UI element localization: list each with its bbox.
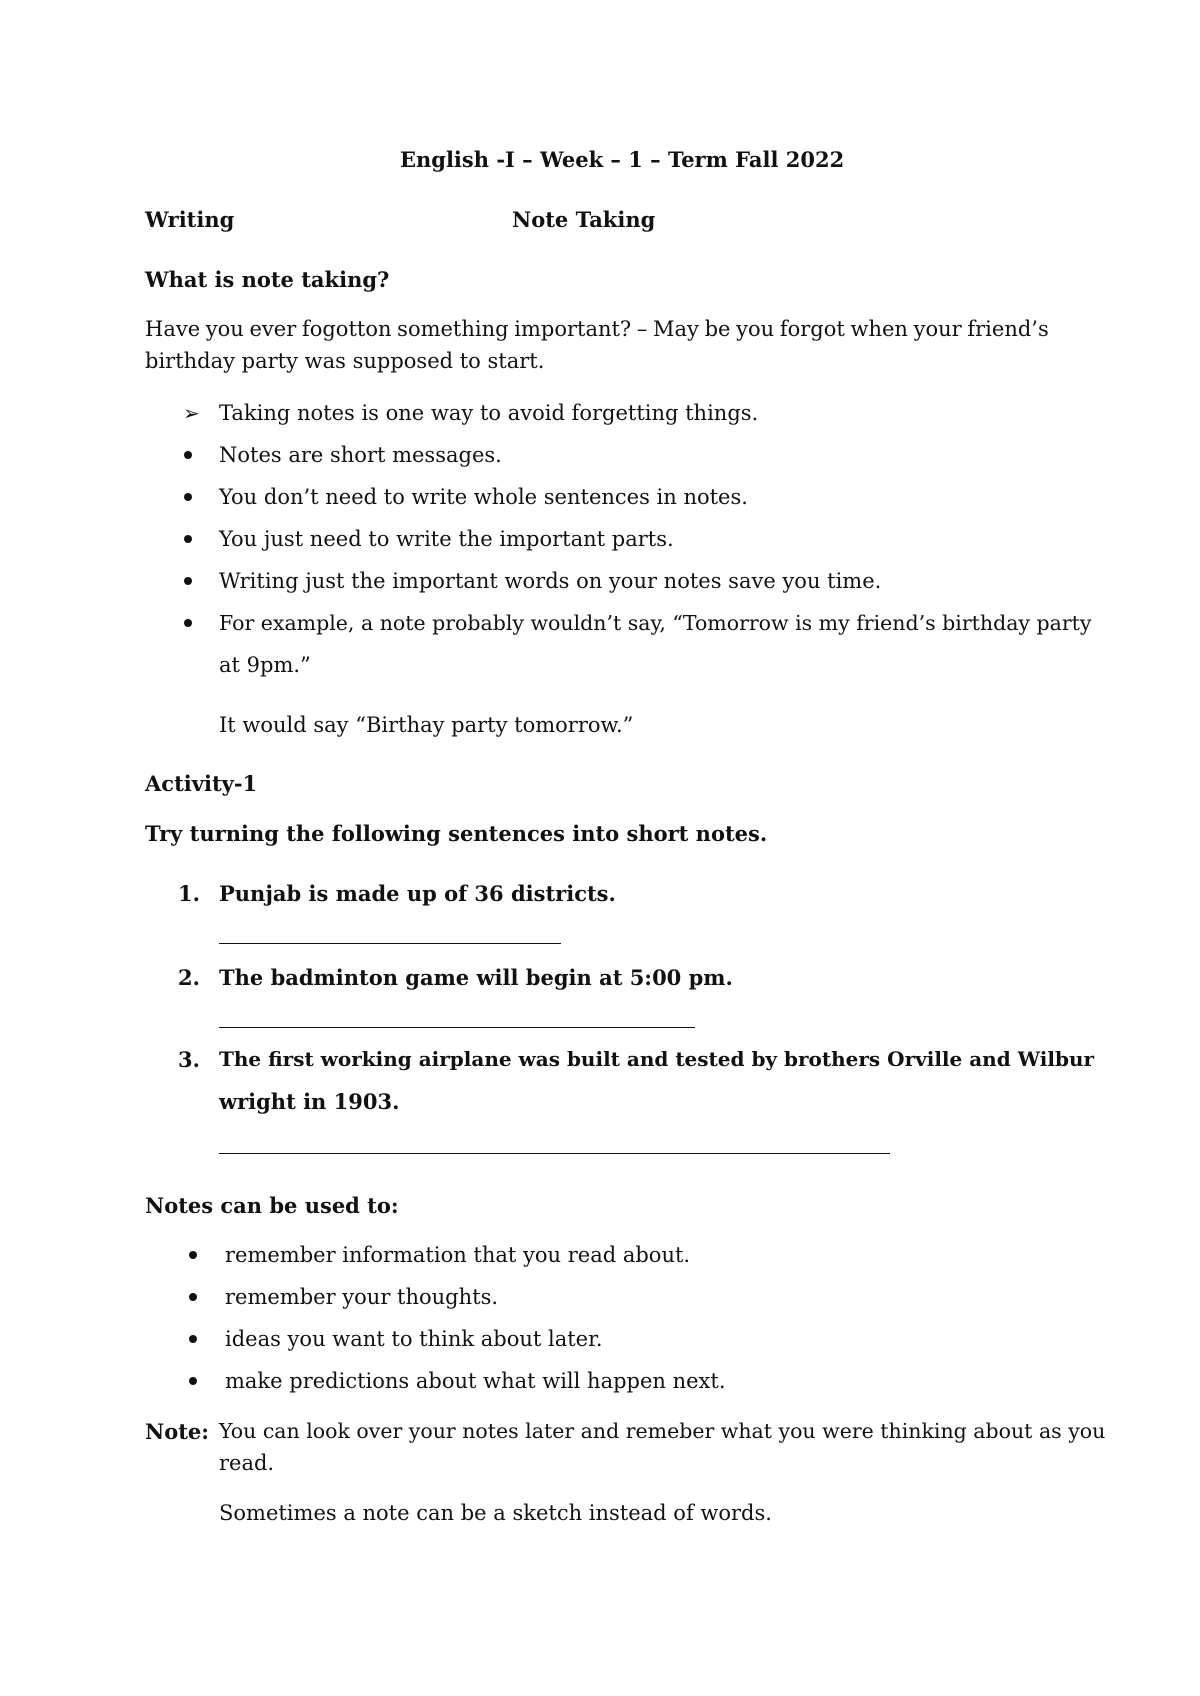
bullet-icon [184,619,192,627]
exercise-text: The first working airplane was built and tested by brothers Orville and Wilbur [219,1047,1095,1071]
answer-line[interactable] [219,943,561,944]
bullet-icon [189,1251,197,1259]
arrow-item: Taking notes is one way to avoid forgetting things. [219,401,759,425]
exercise-text: The badminton game will begin at 5:00 pm. [219,965,733,990]
bullet-icon [184,451,192,459]
uses-heading: Notes can be used to: [145,1193,399,1218]
bullet-icon [184,535,192,543]
list-item: Notes are short messages. [219,443,502,467]
list-item: You don’t need to write whole sentences in notes. [219,485,748,509]
note-line-1: You can look over your notes later and remeber what you were thinking about as you [219,1419,1106,1443]
note-line-2: read. [219,1451,275,1475]
bullet-icon [184,493,192,501]
exercise-number: 2. [178,965,200,990]
activity-heading: Activity-1 [145,771,258,796]
page-title: English -I – Week – 1 – Term Fall 2022 [400,147,845,172]
exercise-text: Punjab is made up of 36 districts. [219,881,616,906]
bullet-icon [184,577,192,585]
question-heading: What is note taking? [145,267,390,292]
answer-line[interactable] [219,1027,695,1028]
list-item: Writing just the important words on your notes save you time. [219,569,882,593]
exercise-text-cont: wright in 1903. [219,1089,400,1114]
sketch-note: Sometimes a note can be a sketch instead of words. [219,1501,772,1525]
list-item: make predictions about what will happen next. [225,1369,726,1393]
intro-line-1: Have you ever fogotton something important? – May be you forgot when your friend’s [145,317,1049,341]
list-item: remember information that you read about. [225,1243,691,1267]
exercise-number: 1. [178,881,200,906]
answer-line[interactable] [219,1153,890,1154]
example-note: It would say “Birthay party tomorrow.” [219,713,634,737]
bullet-icon [189,1377,197,1385]
list-item: You just need to write the important parts. [219,527,674,551]
bullet-icon [189,1335,197,1343]
exercise-number: 3. [178,1047,200,1072]
list-item: ideas you want to think about later. [225,1327,603,1351]
topic-label: Note Taking [512,207,656,232]
example-line-1: For example, a note probably wouldn’t say, “Tomorrow is my friend’s birthday party [219,611,1092,635]
list-item: remember your thoughts. [225,1285,499,1309]
example-line-2: at 9pm.” [219,653,311,677]
arrow-bullet-icon: ➢ [183,401,200,425]
note-label: Note: [145,1419,210,1444]
intro-line-2: birthday party was supposed to start. [145,349,545,373]
writing-label: Writing [145,207,235,232]
activity-instruction: Try turning the following sentences into short notes. [145,821,768,846]
bullet-icon [189,1293,197,1301]
